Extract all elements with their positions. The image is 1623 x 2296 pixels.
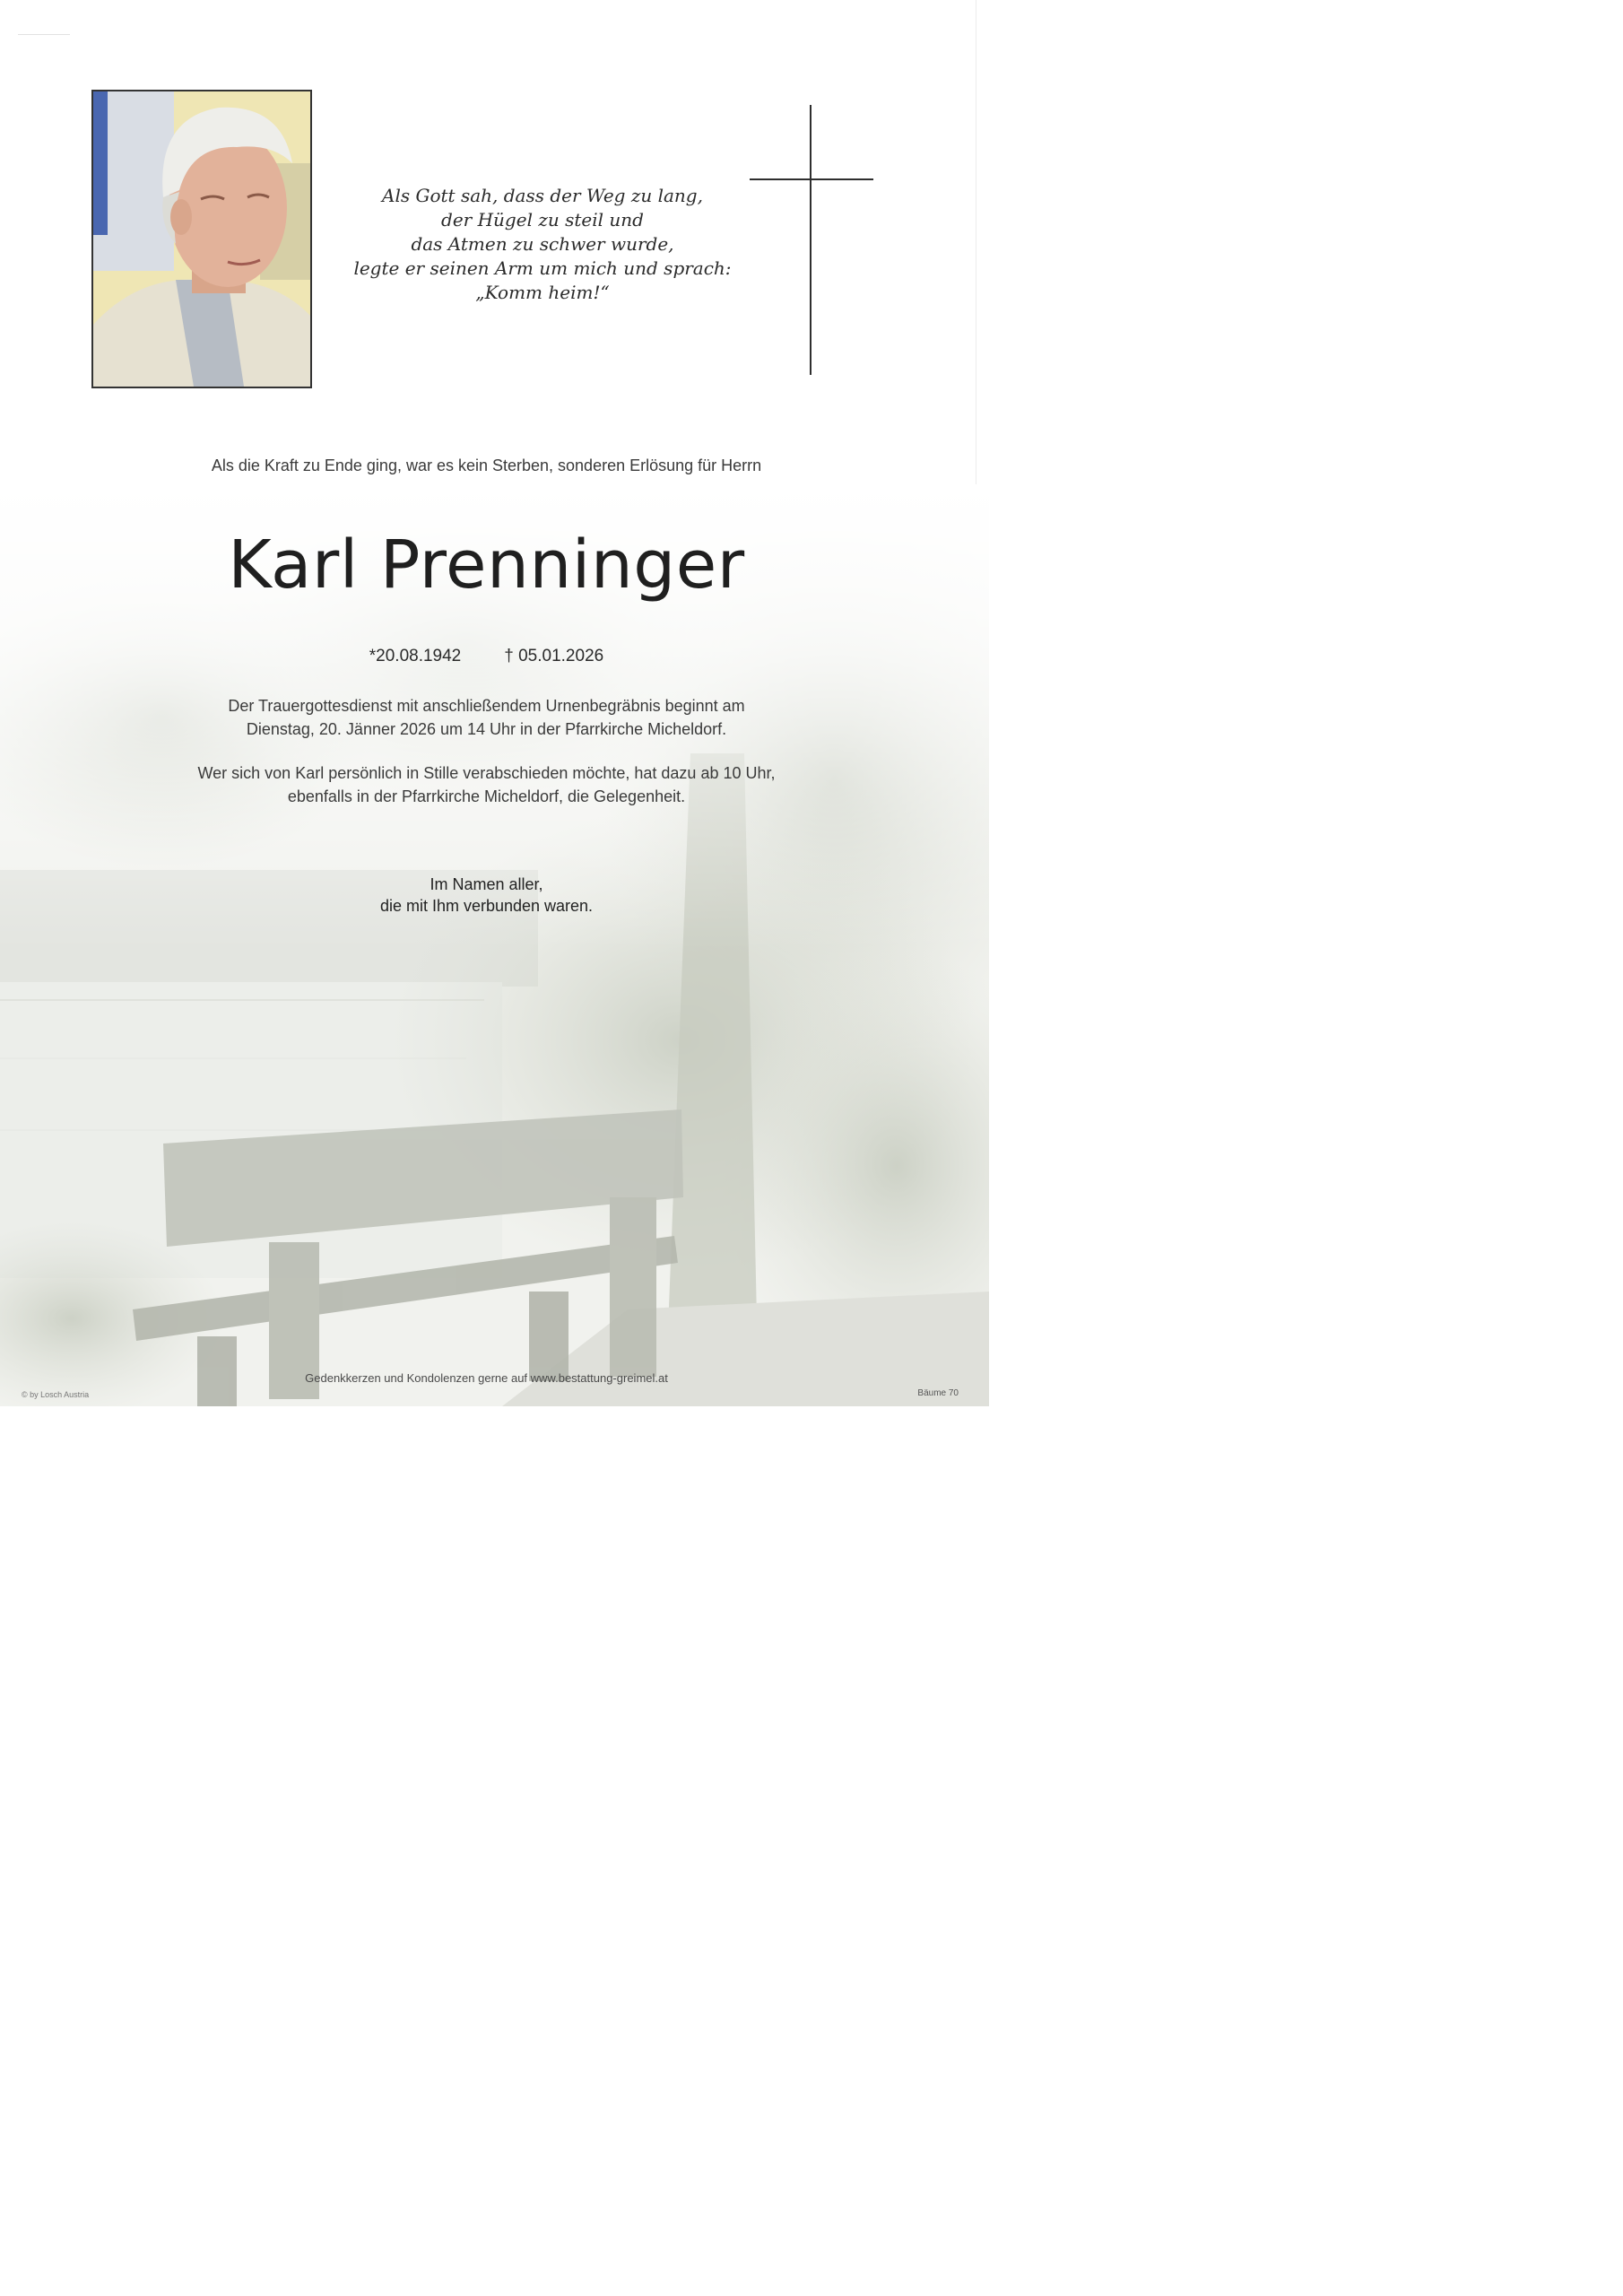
obituary-page bbox=[0, 0, 989, 1406]
viewing-info bbox=[0, 761, 973, 808]
cross-icon bbox=[810, 105, 812, 375]
image-credit: © by Losch Austria bbox=[22, 1390, 90, 1399]
portrait-photo bbox=[91, 90, 312, 388]
poem-line: das Atmen zu schwer wurde, bbox=[411, 233, 674, 255]
life-dates bbox=[0, 647, 973, 666]
background-scene bbox=[0, 484, 989, 1406]
ceremony-line: Der Trauergottesdienst mit anschließendem Urnenbegräbnis beginnt am bbox=[228, 697, 745, 715]
scan-mark bbox=[18, 34, 70, 35]
design-code: Bäume 70 bbox=[917, 1388, 959, 1398]
poem-line: Als Gott sah, dass der Weg zu lang, bbox=[382, 185, 703, 206]
viewing-line: ebenfalls in der Pfarrkirche Micheldorf, die Gelegenheit. bbox=[287, 787, 686, 805]
ceremony-line: Dienstag, 20. Jänner 2026 um 14 Uhr in der Pfarrkirche Micheldorf. bbox=[246, 720, 727, 738]
closing-text bbox=[0, 874, 973, 917]
closing-line: Im Namen aller, bbox=[430, 875, 543, 893]
death-date: † 05.01.2026 bbox=[504, 647, 604, 665]
deceased-name: Karl Prenninger bbox=[228, 526, 745, 604]
cross-icon-bar bbox=[750, 178, 873, 180]
intro-text: Als die Kraft zu Ende ging, war es kein Sterben, sonderen Erlösung für Herrn bbox=[211, 457, 762, 474]
birth-date: *20.08.1942 bbox=[369, 647, 462, 665]
ceremony-info bbox=[0, 694, 973, 741]
condolence-website-note: Gedenkkerzen und Kondolenzen gerne auf www.bestattung-greimel.at bbox=[305, 1371, 668, 1385]
poem-line: „Komm heim!“ bbox=[475, 282, 610, 303]
poem-line: legte er seinen Arm um mich und sprach: bbox=[353, 257, 732, 279]
closing-line: die mit Ihm verbunden waren. bbox=[379, 897, 594, 915]
poem bbox=[341, 184, 744, 305]
viewing-line: Wer sich von Karl persönlich in Stille verabschieden möchte, hat dazu ab 10 Uhr, bbox=[197, 764, 776, 782]
poem-line: der Hügel zu steil und bbox=[441, 209, 644, 230]
